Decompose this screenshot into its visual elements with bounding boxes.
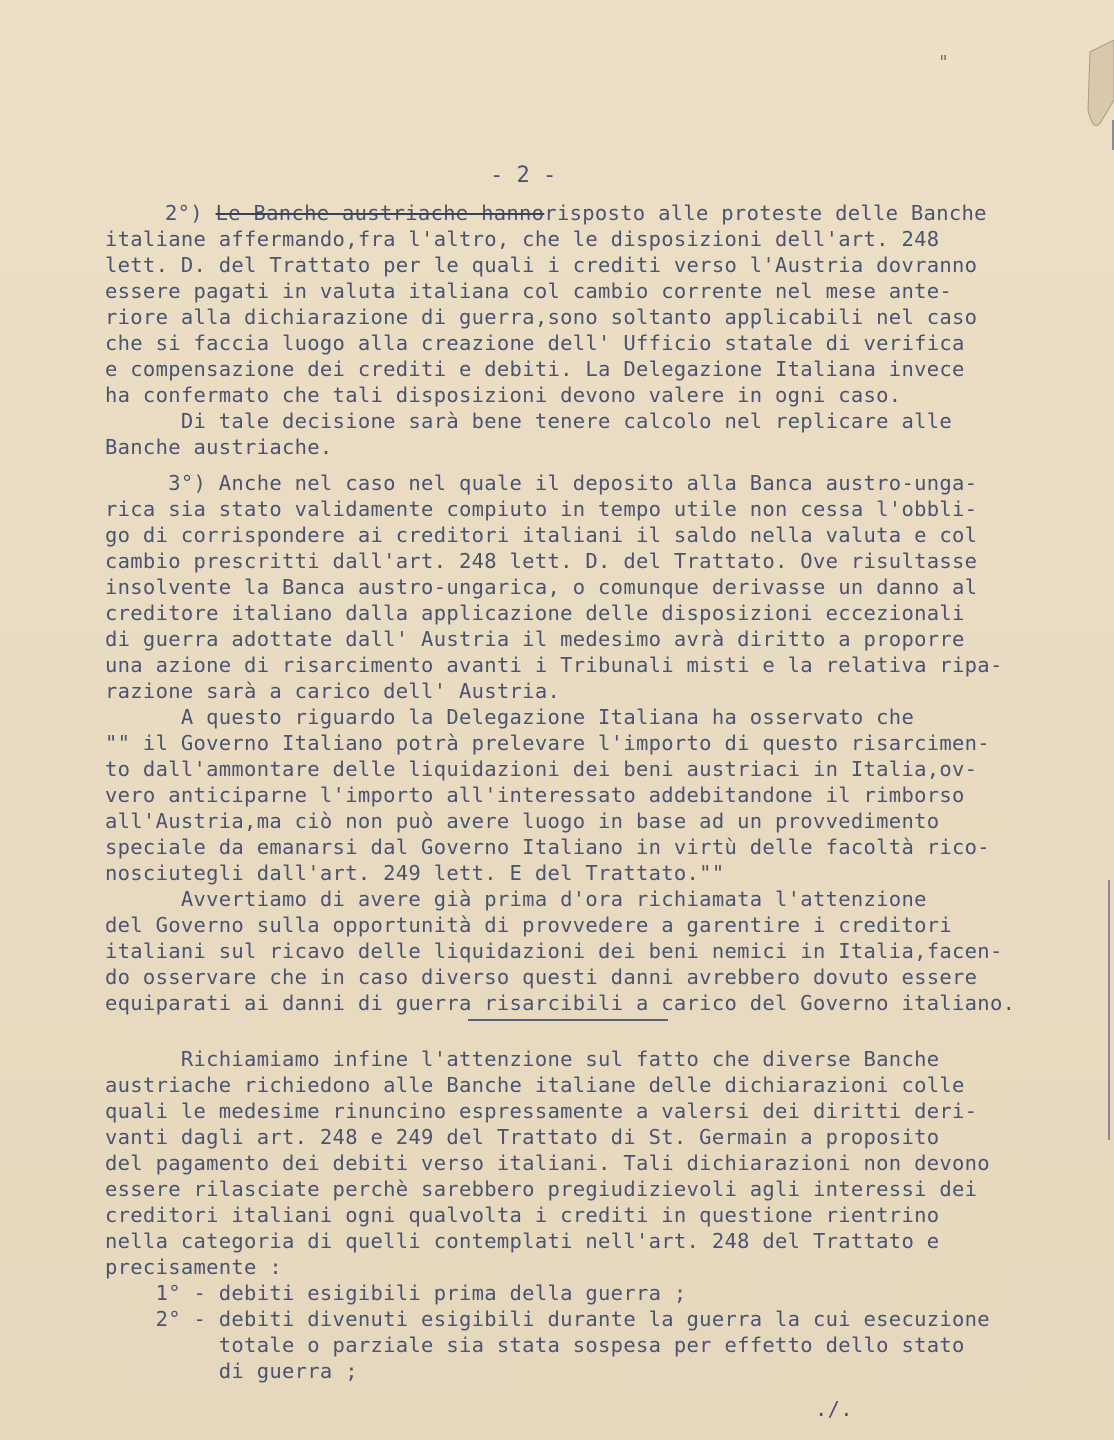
closing-line: quali le medesime rinuncino espressamente a valersi dei diritti deri- — [105, 1099, 978, 1123]
section3-line: all'Austria,ma ciò non può avere luogo in base ad un provvedimento — [105, 809, 940, 833]
section3-line: vero anticiparne l'importo all'interessato addebitandone il rimborso — [105, 783, 965, 807]
section2-line: Di tale decisione sarà bene tenere calcolo nel replicare alle — [105, 409, 953, 433]
list-item-1: 1° - debiti esigibili prima della guerra ; — [105, 1281, 687, 1305]
section3-line: rica sia stato validamente compiuto in tempo utile non cessa l'obbli- — [105, 497, 978, 521]
section2-line: lett. D. del Trattato per le quali i crediti verso l'Austria dovranno — [105, 253, 978, 277]
section2-struck-text: Le Banche austriache hanno — [215, 201, 545, 225]
section3-line: Avvertiamo di avere già prima d'ora richiamata l'attenzione — [105, 887, 927, 911]
section2-line: e compensazione dei crediti e debiti. La Delegazione Italiana invece — [105, 357, 965, 381]
section3-line: del Governo sulla opportunità di provvedere a garentire i creditori — [105, 913, 953, 937]
section2-line: che si faccia luogo alla creazione dell' Ufficio statale di verifica — [105, 331, 965, 355]
corner-mark: " — [938, 52, 949, 73]
list-item-2-cont: di guerra ; — [105, 1359, 358, 1383]
section3-line: insolvente la Banca austro-ungarica, o comunque derivasse un danno al — [105, 575, 978, 599]
section3-line: di guerra adottate dall' Austria il medesimo avrà diritto a proporre — [105, 627, 965, 651]
continuation-mark: ./. — [815, 1397, 853, 1421]
section3-line: "" il Governo Italiano potrà prelevare l'importo di questo risarcimen- — [105, 731, 990, 755]
section2-line: ha confermato che tali disposizioni devono valere in ogni caso. — [105, 383, 902, 407]
section2-line: essere pagati in valuta italiana col cambio corrente nel mese ante- — [105, 279, 953, 303]
section3-line: razione sarà a carico dell' Austria. — [105, 679, 561, 703]
closing-line: essere rilasciate perchè sarebbero pregiudizievoli agli interessi dei — [105, 1177, 978, 1201]
section2-line: Banche austriache. — [105, 435, 333, 459]
list-item-2-cont: totale o parziale sia stata sospesa per effetto dello stato — [105, 1333, 965, 1357]
section2-line: italiane affermando,fra l'altro, che le disposizioni dell'art. 248 — [105, 227, 940, 251]
section2-line: riore alla dichiarazione di guerra,sono soltanto applicabili nel caso — [105, 305, 978, 329]
section3-line: equiparati ai danni di guerra risarcibili a carico del Governo italiano. — [105, 991, 1016, 1015]
section3-line: to dall'ammontare delle liquidazioni dei beni austriaci in Italia,ov- — [105, 757, 978, 781]
page-number: - 2 - — [490, 163, 557, 188]
section2-line-0: risposto alle proteste delle Banche — [544, 201, 987, 225]
section3-line: creditore italiano dalla applicazione delle disposizioni eccezionali — [105, 601, 965, 625]
list-item-2: 2° - debiti divenuti esigibili durante la guerra la cui esecuzione — [105, 1307, 990, 1331]
closing-line: nella categoria di quelli contemplati nell'art. 248 del Trattato e — [105, 1229, 940, 1253]
closing-line: austriache richiedono alle Banche italiane delle dichiarazioni colle — [105, 1073, 965, 1097]
section3-line: italiani sul ricavo delle liquidazioni dei beni nemici in Italia,facen- — [105, 939, 1003, 963]
closing-line: precisamente : — [105, 1255, 282, 1279]
section3-line: una azione di risarcimento avanti i Tribunali misti e la relativa ripa- — [105, 653, 1003, 677]
section3-line: cambio prescritti dall'art. 248 lett. D. del Trattato. Ove risultasse — [105, 549, 978, 573]
closing-line: del pagamento dei debiti verso italiani. Tali dichiarazioni non devono — [105, 1151, 990, 1175]
section3-line: A questo riguardo la Delegazione Italiana ha osservato che — [105, 705, 915, 729]
section3-line: nosciutegli dall'art. 249 lett. E del Trattato."" — [105, 861, 725, 885]
section3-line: do osservare che in caso diverso questi danni avrebbero dovuto essere — [105, 965, 978, 989]
section2-first-line — [165, 200, 987, 226]
section-divider — [468, 1019, 668, 1021]
paper-tab-edge — [1074, 40, 1114, 140]
closing-line: vanti dagli art. 248 e 249 del Trattato di St. Germain a proposito — [105, 1125, 940, 1149]
section2-label: 2°) — [165, 201, 203, 225]
closing-line: Richiamiamo infine l'attenzione sul fatto che diverse Banche — [105, 1047, 940, 1071]
section3-line: go di corrispondere ai creditori italiani il saldo nella valuta e col — [105, 523, 978, 547]
section3-line: 3°) Anche nel caso nel quale il deposito alla Banca austro-unga- — [105, 471, 978, 495]
closing-line: creditori italiani ogni qualvolta i crediti in questione rientrino — [105, 1203, 940, 1227]
section3-line: speciale da emanarsi dal Governo Italiano in virtù delle facoltà rico- — [105, 835, 990, 859]
